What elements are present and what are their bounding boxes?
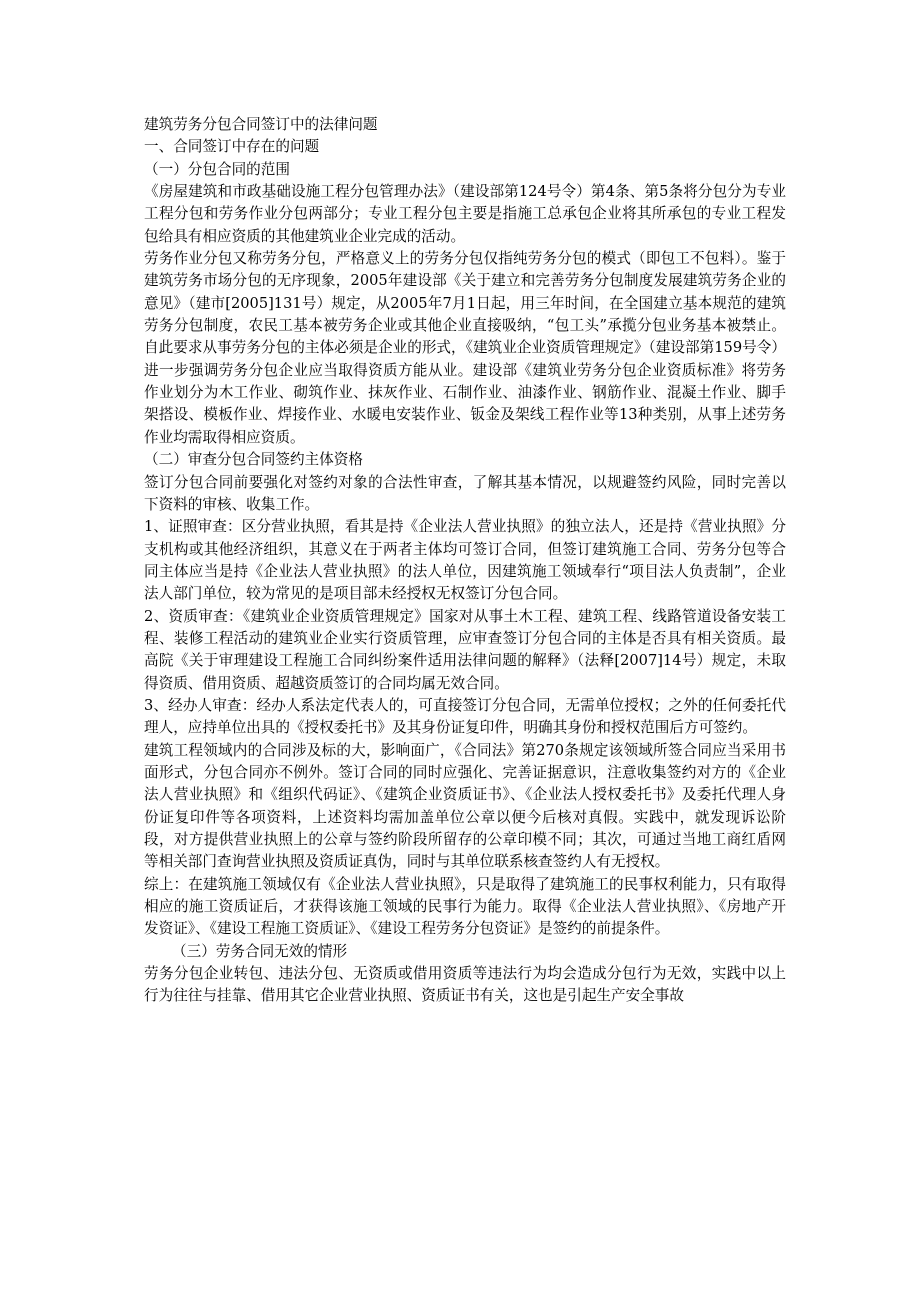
paragraph: 1、证照审查：区分营业执照，看其是持《企业法人营业执照》的独立法人，还是持《营业执照》分支机构或其他经济组织，其意义在于两者主体均可签订合同，但签订建筑施工合同、劳务分包等合同主体应当是持《企业法人营业执照》的法人单位，因建筑施工领域奉行“项目法人负责制”，企业法人部门单位，较为常见的是项目部未经授权无权签订分包合同。 (144, 518, 786, 603)
document-body (144, 114, 786, 1008)
paragraph: 建筑工程领域内的合同涉及标的大，影响面广，《合同法》第270条规定该领域所签合同应当采用书面形式，分包合同亦不例外。签订合同的同时应强化、完善证据意识，注意收集签约对方的《企业法人营业执照》和《组织代码证》、《建筑企业资质证书》、《企业法人授权委托书》及委托代理人身份证复印件等各项资料，上述资料均需加盖单位公章以便今后核对真假。实践中，就发现诉讼阶段，对方提供营业执照上的公章与签约阶段所留存的公章印模不同；其次，可通过当地工商红盾网等相关部门查询营业执照及资质证真伪，同时与其单位联系核查签约人有无授权。 (144, 741, 786, 871)
subsection-heading: （一）分包合同的范围 (144, 160, 290, 178)
subsection-heading: （三）劳务合同无效的情形 (172, 942, 348, 960)
paragraph: 签订分包合同前要强化对签约对象的合法性审查，了解其基本情况，以规避签约风险，同时完善以下资料的审核、收集工作。 (144, 473, 786, 513)
document-title: 建筑劳务分包合同签订中的法律问题 (144, 116, 378, 133)
section-heading: 一、合同签订中存在的问题 (144, 138, 320, 156)
paragraph: 3、经办人审查：经办人系法定代表人的，可直接签订分包合同，无需单位授权；之外的任何委托代理人，应持单位出具的《授权委托书》及其身份证复印件，明确其身份和授权范围后方可签约。 (144, 696, 786, 737)
subsection-heading: （二）审查分包合同签约主体资格 (144, 451, 363, 469)
paragraph: 2、资质审查：《建筑业企业资质管理规定》国家对从事土木工程、建筑工程、线路管道设备安装工程、装修工程活动的建筑业企业实行资质管理，应审查签订分包合同的主体是否具有相关资质。最高院《关于审理建设工程施工合同纠纷案件适用法律问题的解释》（法释[2007]14号）规定，未取得资质、借用资质、超越资质签订的合同均属无效合同。 (144, 607, 786, 692)
paragraph: 劳务作业分包又称劳务分包，严格意义上的劳务分包仅指纯劳务分包的模式（即包工不包料）。鉴于建筑劳务市场分包的无序现象，2005年建设部《关于建立和完善劳务分包制度发展建筑劳务企业的意见》（建市[2005]131号）规定，从2005年7月1日起，用三年时间，在全国建立基本规范的建筑劳务分包制度，农民工基本被劳务企业或其他企业直接吸纳，“包工头”承揽分包业务基本被禁止。自此要求从事劳务分包的主体必须是企业的形式，《建筑业企业资质管理规定》（建设部第159号令）进一步强调劳务分包企业应当取得资质方能从业。建设部《建筑业劳务分包企业资质标准》将劳务作业划分为木工作业、砌筑作业、抹灰作业、石制作业、油漆作业、钢筋作业、混凝土作业、脚手架搭设、模板作业、焊接作业、水暖电安装作业、钣金及架线工程作业等13种类别，从事上述劳务作业均需取得相应资质。 (144, 250, 786, 446)
paragraph: 《房屋建筑和市政基础设施工程分包管理办法》（建设部第124号令）第4条、第5条将分包分为专业工程分包和劳务作业分包两部分；专业工程分包主要是指施工总承包企业将其所承包的专业工程发包给具有相应资质的其他建筑业企业完成的活动。 (144, 183, 786, 245)
paragraph: 劳务分包企业转包、违法分包、无资质或借用资质等违法行为均会造成分包行为无效，实践中以上行为往往与挂靠、借用其它企业营业执照、资质证书有关，这也是引起生产安全事故 (144, 965, 786, 1005)
paragraph: 综上：在建筑施工领域仅有《企业法人营业执照》，只是取得了建筑施工的民事权利能力，只有取得相应的施工资质证后，才获得该施工领域的民事行为能力。取得《企业法人营业执照》、《房地产开发资证》、《建设工程施工资质证》、《建设工程劳务分包资证》是签约的前提条件。 (144, 875, 786, 938)
